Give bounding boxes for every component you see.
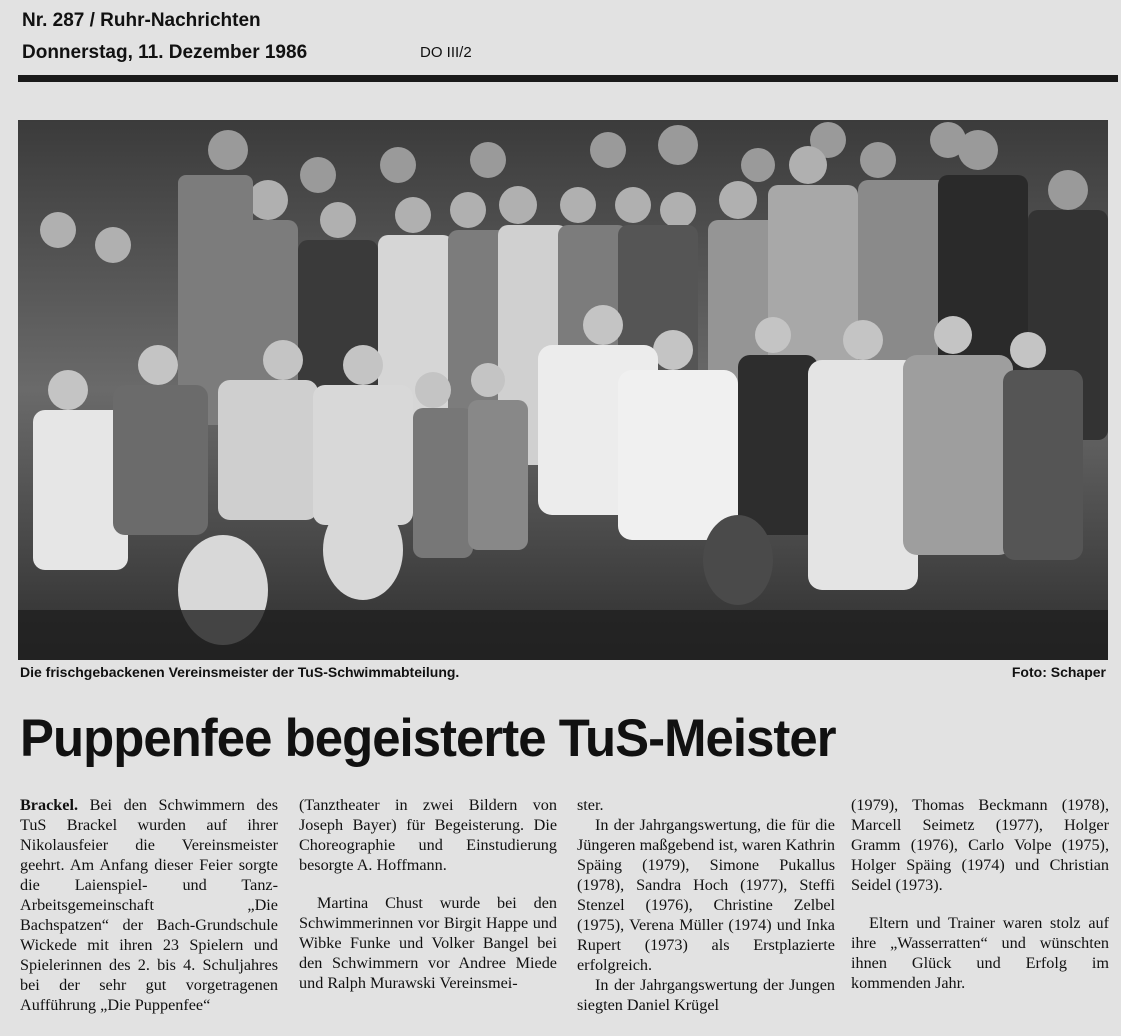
article-column-1 bbox=[20, 795, 278, 1015]
column-3-text-a: ster. bbox=[577, 796, 604, 814]
column-1-text: Bei den Schwimmern des TuS Brackel wurden auf ihrer Nikolausfeier die Vereinsmeister geehrt. Am Anfang dieser Feier sorgte die Laienspiel- und Tanz-Arbeitsgemeinschaft „Die Bachspatzen“ der Bach-Grundschule Wickede mit ihren 23 Spielern und Spielerinnen des 2. bis 4. Schuljahres bei der sehr gut vorgetragenen Aufführung „Die Puppenfee“ bbox=[20, 796, 278, 1014]
header-rule bbox=[18, 75, 1118, 82]
article-column-3 bbox=[577, 795, 835, 1015]
issue-date: Donnerstag, 11. Dezember 1986 bbox=[22, 42, 308, 63]
column-2-text-a: (Tanztheater in zwei Bildern von Joseph Bayer) für Begeisterung. Die Choreographie und Einstudierung besorgte A. Hoffmann. bbox=[299, 796, 557, 874]
article-dateline: Brackel. bbox=[20, 796, 78, 814]
column-2-text-b: Martina Chust wurde bei den Schwimmerinnen vor Birgit Happe und Wibke Funke und Volker Bangel bei den Schwimmern vor Andree Miede und Ralph Murawski Vereinsmei- bbox=[299, 894, 557, 992]
photo-credit: Foto: Schaper bbox=[1011, 664, 1106, 680]
column-4-text-b: Eltern und Trainer waren stolz auf ihre „Wasserratten“ und wünschten ihnen Glück und Erfolg im kommenden Jahr. bbox=[851, 914, 1109, 992]
article-headline: Puppenfee begeisterte TuS-Meister bbox=[20, 709, 836, 768]
column-4-text-a: (1979), Thomas Beckmann (1978), Marcell Seimetz (1977), Holger Gramm (1976), Carlo Volpe (1975), Holger Späing (1974) und Christian Seidel (1973). bbox=[851, 796, 1109, 894]
page-code: DO III/2 bbox=[420, 44, 472, 61]
article-column-4 bbox=[851, 795, 1109, 993]
article-column-2 bbox=[299, 795, 557, 993]
column-3-text-c: In der Jahrgangswertung der Jungen siegten Daniel Krügel bbox=[577, 976, 835, 1014]
issue-number: Nr. 287 / Ruhr-Nachrichten bbox=[22, 10, 261, 31]
photo-caption: Die frischgebackenen Vereinsmeister der TuS-Schwimmabteilung. bbox=[20, 664, 460, 680]
column-3-text-b: In der Jahrgangswertung, die für die Jüngeren maßgebend ist, waren Kathrin Späing (1979), Simone Pukallus (1978), Sandra Hoch (1977), Steffi Stenzel (1976), Christine Zelbel (1975), Verena Müller (1974) und Inka Rupert (1973) als Erstplazierte erfolgreich. bbox=[577, 816, 835, 974]
group-photo bbox=[18, 120, 1108, 660]
